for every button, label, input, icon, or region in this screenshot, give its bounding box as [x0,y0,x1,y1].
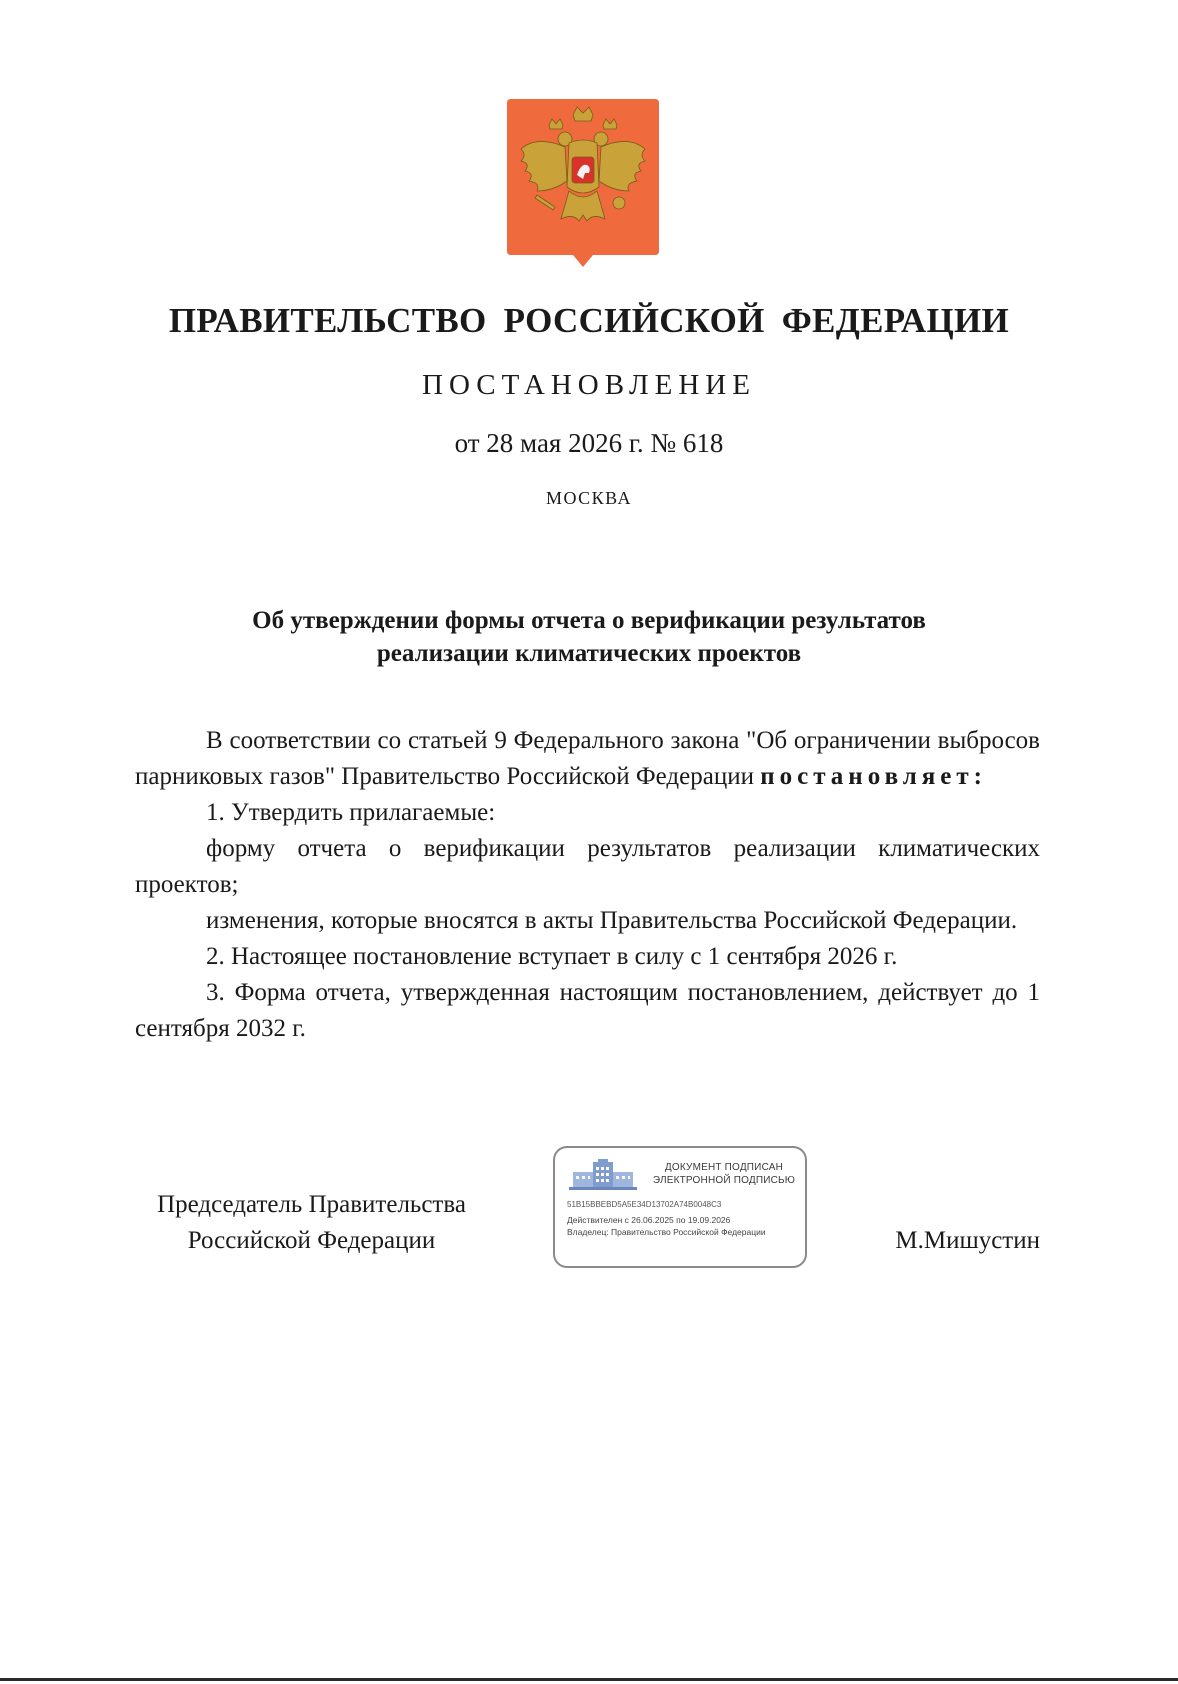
stamp-title [651,1161,797,1187]
subject-line-2: реализации климатических проектов [376,640,802,667]
item-2: 2. Настоящее постановление вступает в силу с 1 сентября 2026 г. [206,943,898,970]
coat-of-arms-emblem [507,99,659,271]
electronic-signature-stamp [553,1146,807,1268]
preamble-text: В соответствии со статьей 9 Федерального закона "Об ограничении выбросов парниковых газов" Правительство Российской Федерации [135,727,1040,790]
certificate-serial: 51B15BBEBD5A5E34D13702A74B0048C3 [567,1200,722,1209]
document-city: МОСКВА [545,488,633,508]
document-type: ПОСТАНОВЛЕНИЕ [422,369,756,401]
page-bottom-rule [0,1678,1178,1681]
document-subject [0,604,1178,670]
subject-line-1: Об утверждении формы отчета о верификации результатов [252,607,926,634]
preamble-paragraph [135,723,1040,795]
government-building-icon [567,1158,639,1192]
stamp-title-line-1: ДОКУМЕНТ ПОДПИСАН [664,1162,784,1173]
resolves-word: постановляет: [760,763,988,790]
signatory-position [135,1187,488,1259]
stamp-title-line-2: ЭЛЕКТРОННОЙ ПОДПИСЬЮ [652,1175,796,1186]
document-body [135,723,1040,1047]
signatory-name: М.Мишустин [895,1227,1040,1254]
item-1a: форму отчета о верификации результатов реализации климатических проектов; [135,835,1040,898]
item-3: 3. Форма отчета, утвержденная настоящим постановлением, действует до 1 сентября 2032 г. [135,979,1040,1042]
document-date-number: от 28 мая 2026 г. № 618 [454,428,724,458]
certificate-owner: Владелец: Правительство Российской Федерации [567,1227,766,1237]
certificate-validity: Действителен с 26.06.2025 по 19.09.2026 [567,1215,731,1225]
government-title: ПРАВИТЕЛЬСТВО РОССИЙСКОЙ ФЕДЕРАЦИИ [168,301,1010,340]
position-line-1: Председатель Правительства [157,1191,466,1218]
item-1b: изменения, которые вносятся в акты Правительства Российской Федерации. [206,907,1018,934]
position-line-2: Российской Федерации [187,1227,436,1254]
item-1: 1. Утвердить прилагаемые: [206,799,496,826]
